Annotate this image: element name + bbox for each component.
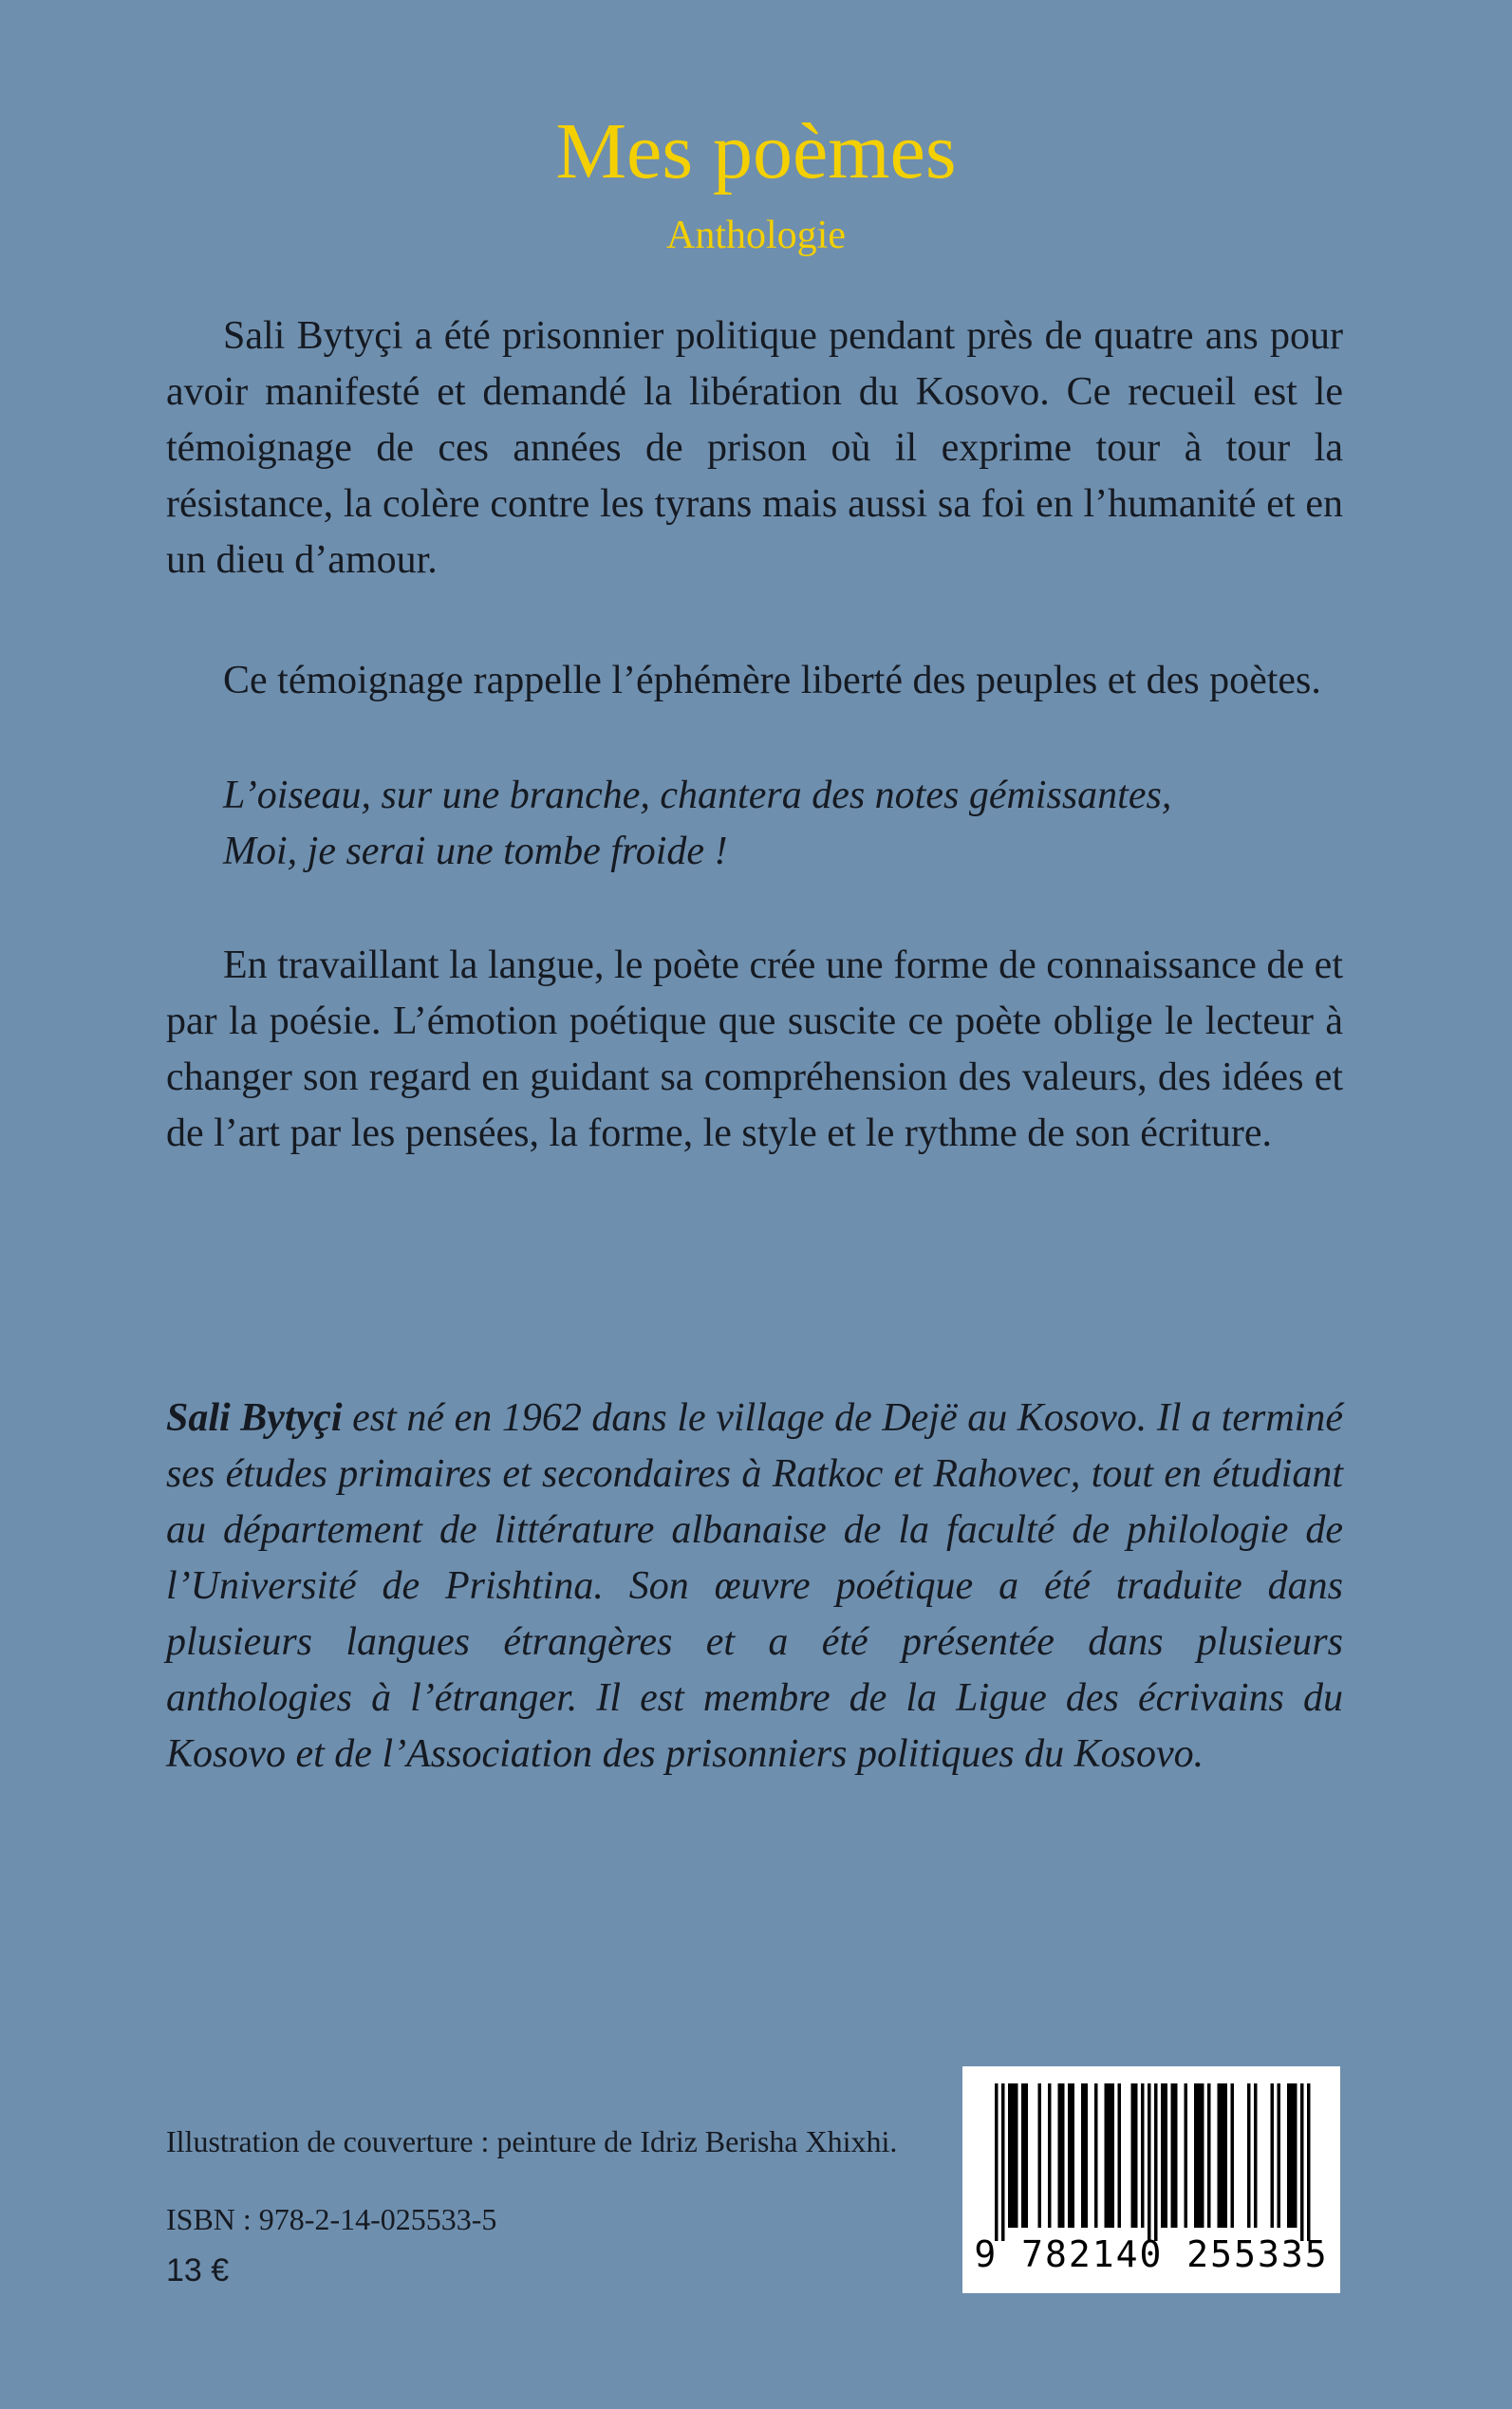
barcode-bar: [1165, 2083, 1168, 2228]
barcode-bar: [1008, 2083, 1012, 2228]
isbn: ISBN : 978-2-14-025533-5: [166, 2202, 497, 2236]
barcode-guard-bar: [995, 2083, 999, 2241]
summary-text-2: Ce témoignage rappelle l’éphémère liberté des peuples et des poètes.: [223, 659, 1321, 702]
barcode-bar: [1221, 2083, 1224, 2228]
barcode-bar: [1038, 2083, 1042, 2228]
barcode-bar: [1061, 2083, 1065, 2228]
barcode-bar: [1105, 2083, 1109, 2228]
barcode-bar: [1081, 2083, 1085, 2228]
barcode-bar: [1194, 2083, 1198, 2228]
barcode-bar: [1012, 2083, 1016, 2228]
author-biography: [166, 1391, 1343, 1783]
summary-text-1: Sali Bytyçi a été prisonnier politique pendant près de quatre ans pour avoir manifesté et demandé la libération du Kosovo. Ce recueil est le témoignage de ces années de prison où il exprime tour à tour la résistance, la colère contre les tyrans mais aussi sa foi en l’humanité et en un dieu d’amour.: [166, 314, 1343, 582]
barcode-guard-bar: [1001, 2083, 1005, 2241]
poem-line-2: Moi, je serai une tombe froide !: [223, 830, 728, 873]
barcode-bar: [1224, 2083, 1228, 2228]
barcode-bar: [1278, 2083, 1281, 2228]
barcode-bar: [1207, 2083, 1211, 2228]
poem-line-1: L’oiseau, sur une branche, chantera des notes gémissantes,: [223, 774, 1172, 817]
barcode-bar: [1254, 2083, 1258, 2228]
summary-text-3: En travaillant la langue, le poète crée une forme de connaissance de et par la poésie. L’émotion poétique que suscite ce poète oblige le lecteur à changer son regard en guidant sa compréhension des valeurs, des idées et de l’art par les pensées, la forme, le style et le rythme de son écriture.: [166, 943, 1343, 1155]
price: 13 €: [166, 2252, 230, 2288]
barcode-bar: [1198, 2083, 1202, 2228]
barcode-digits: 9 782140 255335: [974, 2233, 1329, 2275]
poem-excerpt: [166, 768, 1343, 880]
barcode-bar: [1108, 2083, 1111, 2228]
barcode-bar: [1201, 2083, 1204, 2228]
barcode-bar: [1294, 2083, 1297, 2228]
barcode-bar: [1094, 2083, 1098, 2228]
biography-body: est né en 1962 dans le village de Dejë au Kosovo. Il a terminé ses études primaires et secondaires à Ratkoc et Rahovec, tout en étudiant au département de littérature albanaise de la faculté de philologie de l’Université de Prishtina. Son œuvre poétique a été traduite dans plusieurs langues étrangères et a été présentée dans plusieurs anthologies à l’étranger. Il est membre de la Ligue des écrivains du Kosovo et de l’Association des prisonniers politiques du Kosovo.: [166, 1396, 1343, 1776]
barcode-bar: [1072, 2083, 1075, 2228]
barcode-bar: [1134, 2083, 1138, 2228]
barcode-bar: [1247, 2083, 1251, 2228]
barcode-bar: [1174, 2083, 1178, 2228]
summary-paragraph-1: [166, 308, 1343, 588]
barcode-bar: [1291, 2083, 1295, 2228]
barcode-bar: [1025, 2083, 1029, 2228]
barcode-guard-bar: [1154, 2083, 1158, 2241]
barcode-bar: [1085, 2083, 1089, 2228]
barcode-bar: [1118, 2083, 1122, 2228]
barcode-bar: [1231, 2083, 1235, 2228]
barcode-bar: [1218, 2083, 1222, 2228]
barcode-bar: [1015, 2083, 1018, 2228]
book-subtitle: Anthologie: [666, 214, 846, 257]
barcode-bar: [1068, 2083, 1072, 2228]
barcode-bar: [1048, 2083, 1052, 2228]
summary-paragraph-2: [166, 653, 1343, 709]
barcode-bar: [1161, 2083, 1165, 2228]
barcode-bar: [1021, 2083, 1025, 2228]
barcode-guard-bar: [1300, 2083, 1304, 2241]
barcode-bar: [1185, 2083, 1188, 2228]
barcode-bar: [1131, 2083, 1135, 2228]
barcode-bar: [1058, 2083, 1062, 2228]
cover-illustration-credit: Illustration de couverture : peinture de Idriz Berisha Xhixhi.: [166, 2124, 898, 2158]
barcode-bar: [1111, 2083, 1115, 2228]
barcode-guard-bar: [1307, 2083, 1311, 2241]
summary-paragraph-3: [166, 938, 1343, 1162]
barcode-bar: [1271, 2083, 1275, 2228]
biography-text: [166, 1391, 1343, 1783]
barcode-bar: [1287, 2083, 1291, 2228]
barcode-bar: [1141, 2083, 1145, 2228]
barcode-guard-bar: [1148, 2083, 1151, 2241]
author-name: Sali Bytyçi: [166, 1396, 343, 1440]
barcode: [962, 2066, 1340, 2293]
barcode-bar: [1171, 2083, 1175, 2228]
book-title: Mes poèmes: [555, 107, 957, 196]
